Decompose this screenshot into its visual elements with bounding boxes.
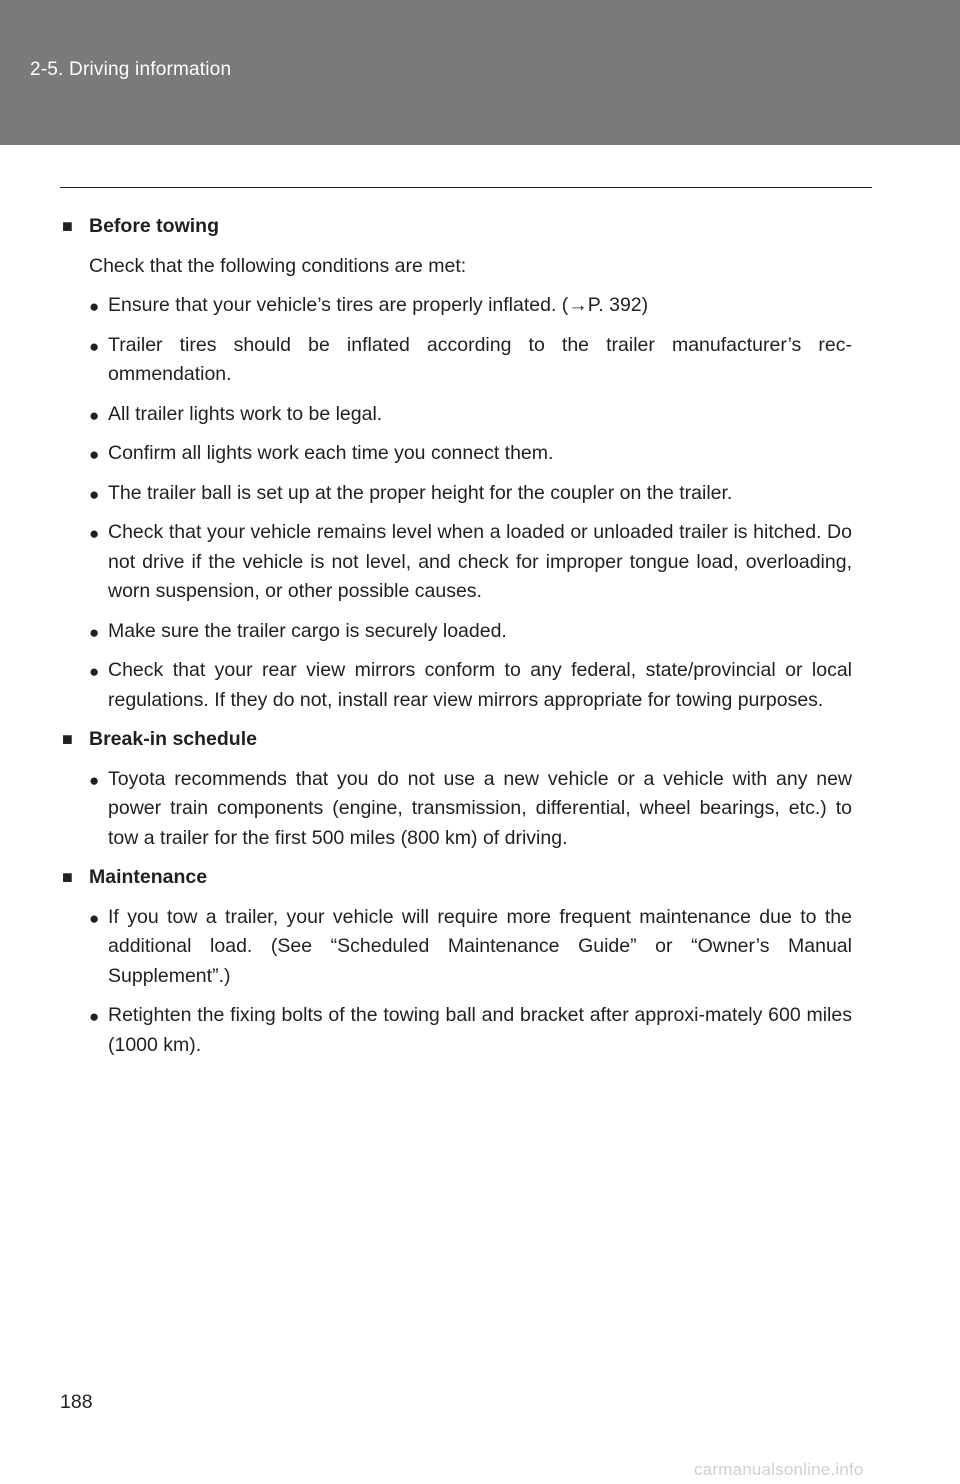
section-heading-text: Maintenance	[89, 866, 208, 888]
bullet-item	[89, 765, 852, 854]
bullet-text: If you tow a trailer, your vehicle will require more frequent maintenance due to the additional load. (See “Scheduled Maintenance Guide” or “Owner’s Manual Supplement”.)	[108, 905, 852, 987]
section-1	[62, 725, 852, 853]
bullet-item	[89, 400, 852, 430]
round-bullet-icon: ●	[89, 770, 100, 790]
bullet-text: Trailer tires should be inflated according to the trailer manufacturer’s rec-ommendation.	[108, 333, 852, 385]
bullet-item	[89, 1001, 852, 1060]
section-intro: Check that the following conditions are met:	[89, 254, 467, 277]
round-bullet-icon: ●	[89, 1007, 100, 1026]
bullet-text: Confirm all lights work each time you connect them.	[108, 442, 554, 464]
section-title: 2-5. Driving information	[30, 59, 232, 80]
section-2	[62, 863, 852, 1060]
section-0	[62, 212, 852, 715]
bullet-text: Check that your vehicle remains level when a loaded or unloaded trailer is hitched. Do not drive if the vehicle is not level, and check for improper tongue load, overloading, worn suspension, or other possible causes.	[108, 521, 852, 602]
bullet-item	[89, 439, 852, 469]
round-bullet-icon: ●	[89, 405, 100, 425]
square-bullet-icon: ■	[62, 729, 73, 749]
round-bullet-icon: ●	[89, 297, 100, 316]
bullet-text: All trailer lights work to be legal.	[108, 402, 383, 425]
bullet-item	[89, 331, 852, 390]
page-header	[0, 0, 960, 145]
bullet-text: The trailer ball is set up at the proper height for the coupler on the trailer.	[108, 481, 733, 504]
bullet-item	[89, 291, 852, 321]
round-bullet-icon: ●	[89, 336, 100, 356]
bullet-item	[89, 479, 852, 509]
section-heading	[62, 725, 852, 755]
round-bullet-icon: ●	[89, 622, 100, 642]
section-heading-text: Break-in schedule	[89, 728, 257, 750]
round-bullet-icon: ●	[89, 908, 100, 928]
round-bullet-icon: ●	[89, 484, 100, 504]
bullet-item	[89, 617, 852, 647]
bullet-text: Retighten the fixing bolts of the towing ball and bracket after approxi-mately 600 miles (1000 km).	[108, 1004, 852, 1056]
page-number: 188	[60, 1391, 93, 1413]
bullet-item	[89, 518, 852, 607]
bullet-text: Check that your rear view mirrors conform to any federal, state/provincial or local regulations. If they do not, install rear view mirrors appropriate for towing purposes.	[108, 659, 852, 711]
section-heading-text: Before towing	[89, 215, 219, 237]
round-bullet-icon: ●	[89, 524, 100, 543]
bullet-text: Toyota recommends that you do not use a new vehicle or a vehicle with any new power train components (engine, transmission, differential, wheel bearings, etc.) to tow a trailer for the first 500 miles (800 km) of driving.	[108, 767, 852, 849]
section-heading	[62, 863, 852, 893]
header-rule	[60, 187, 872, 188]
section-heading	[62, 212, 852, 242]
square-bullet-icon: ■	[62, 867, 73, 887]
bullet-text: Make sure the trailer cargo is securely loaded.	[108, 619, 507, 642]
bullet-item	[89, 656, 852, 715]
bullet-text: Ensure that your vehicle’s tires are properly inflated. (→P. 392)	[108, 294, 649, 316]
square-bullet-icon: ■	[62, 216, 73, 236]
page-content	[62, 212, 852, 1070]
watermark: carmanualsonline.info	[694, 1460, 864, 1479]
round-bullet-icon: ●	[89, 445, 100, 464]
bullet-item	[89, 903, 852, 992]
round-bullet-icon: ●	[89, 662, 100, 681]
